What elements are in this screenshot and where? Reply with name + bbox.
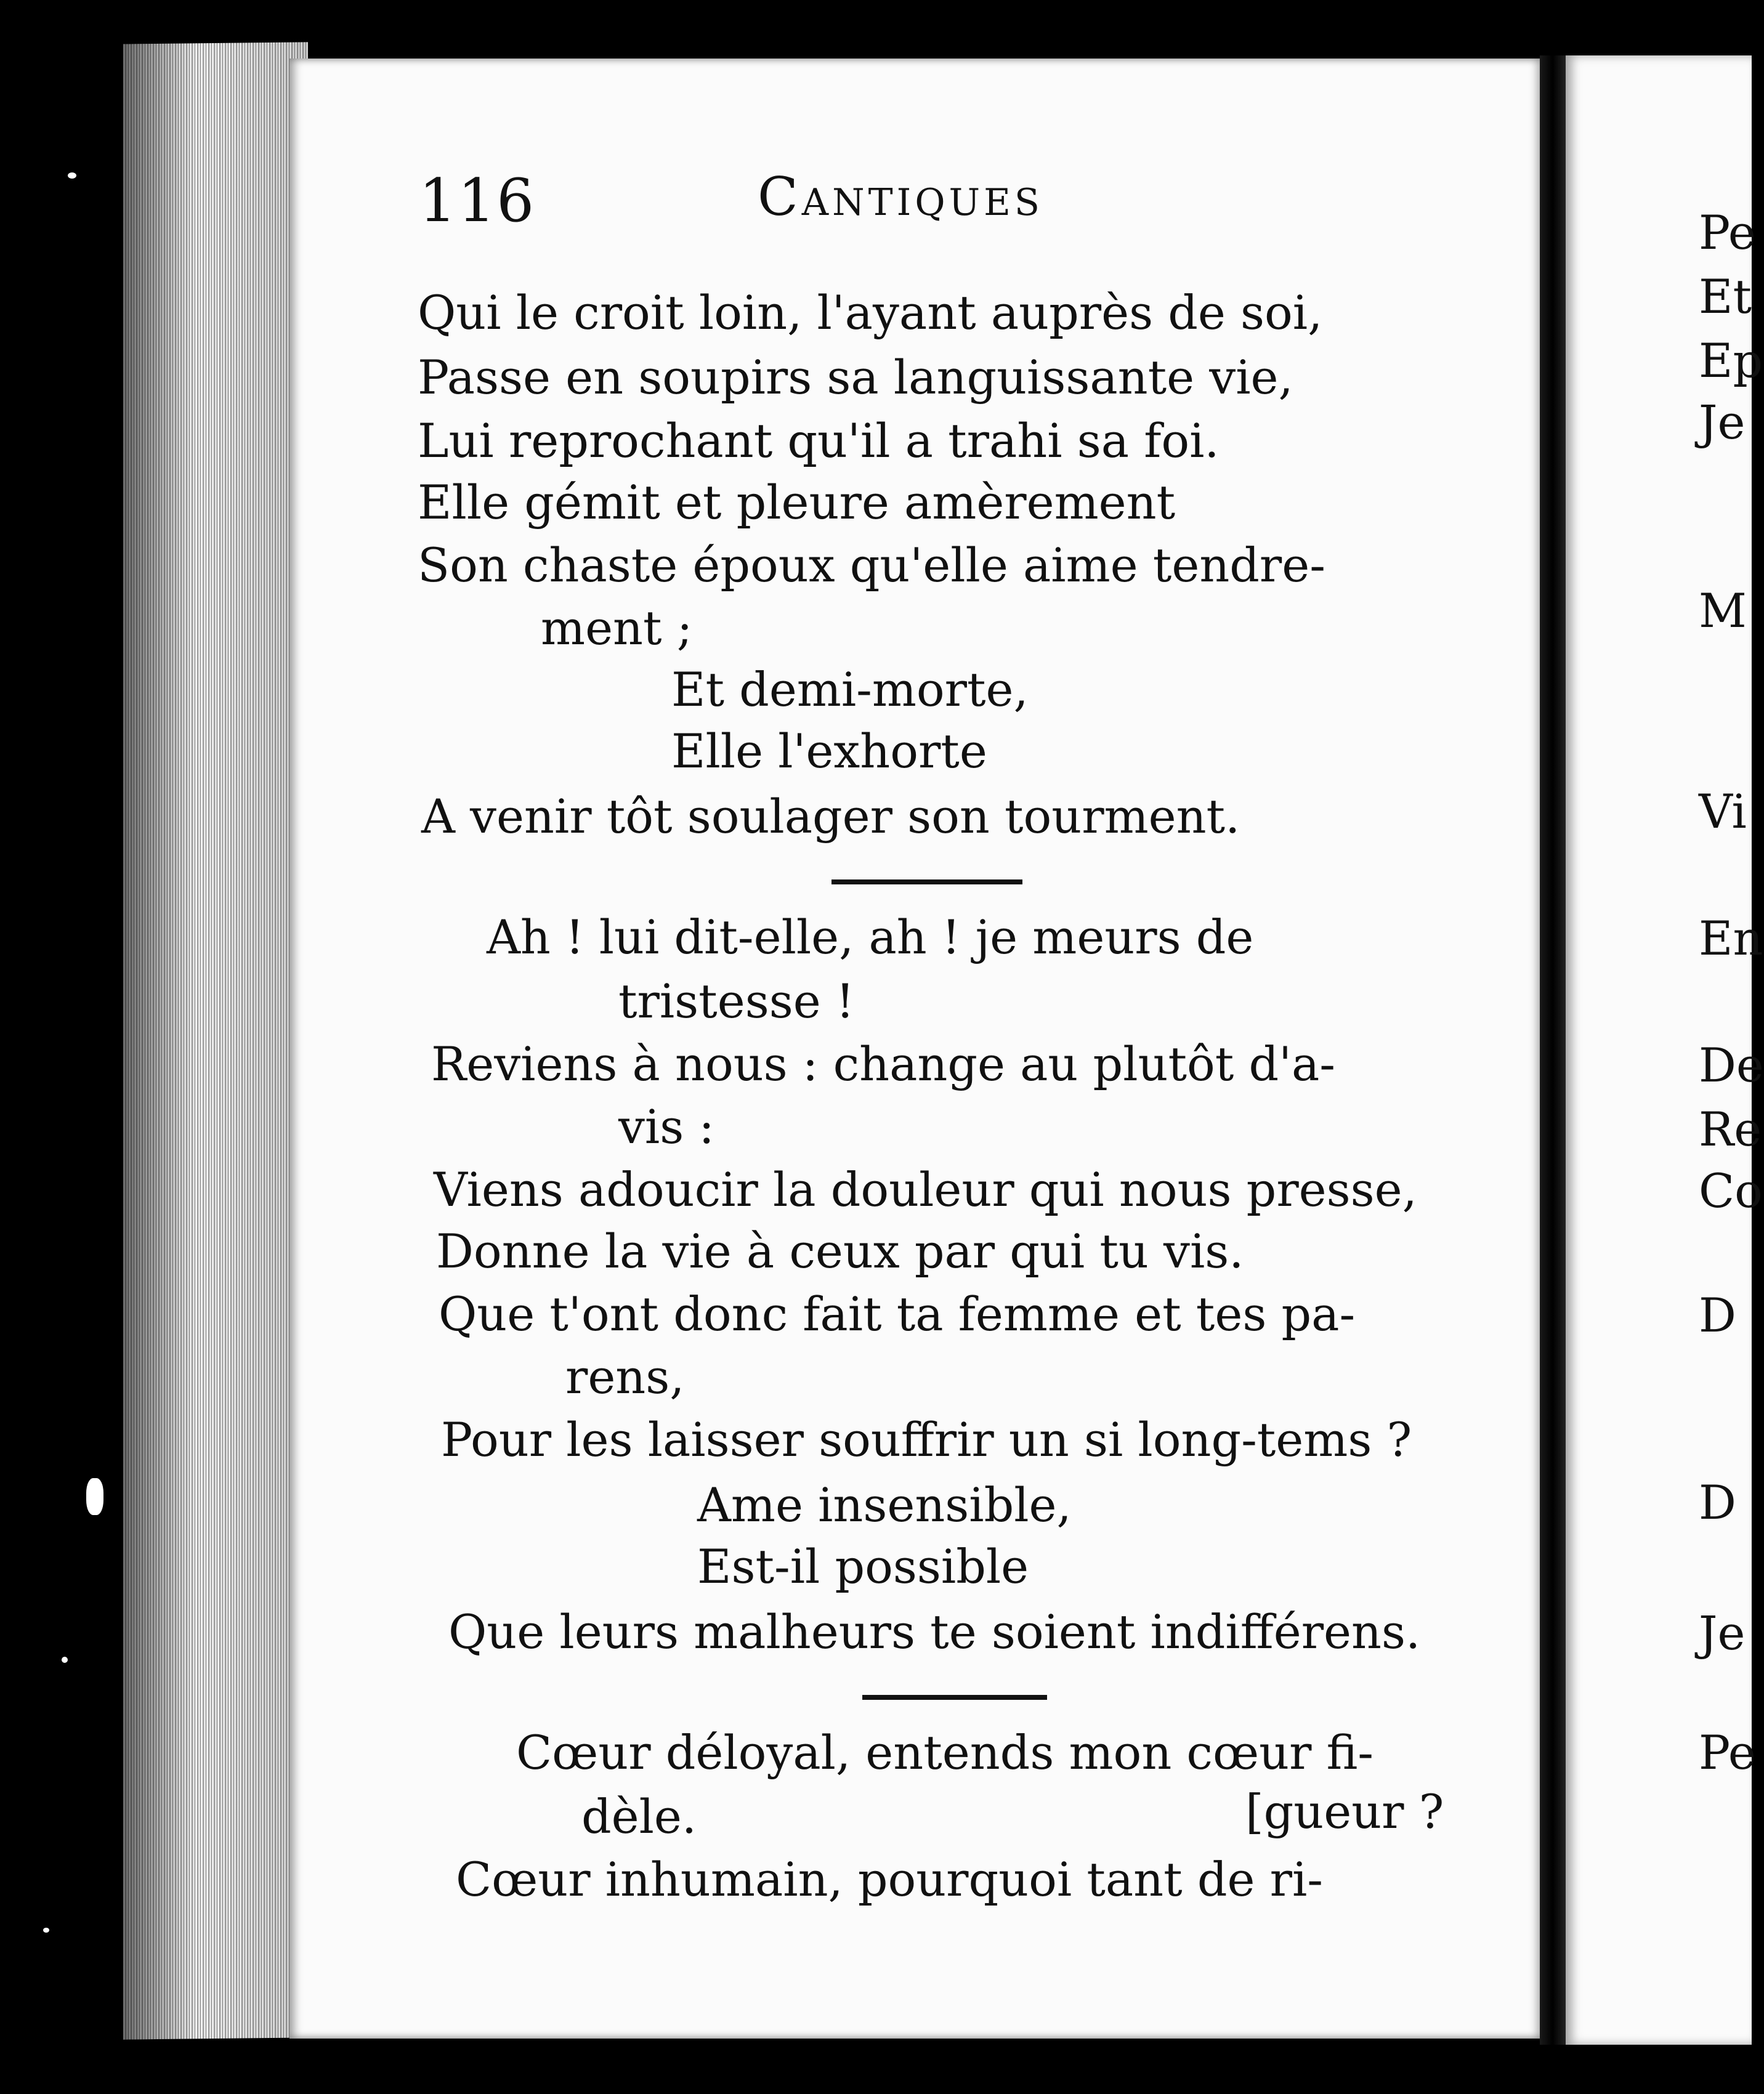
stanza-divider bbox=[831, 879, 1022, 884]
scan-speck bbox=[43, 1928, 49, 1933]
facing-page-fragment: Je bbox=[1699, 1606, 1746, 1660]
verse-line: Cœur déloyal, entends mon cœur fi- bbox=[516, 1725, 1374, 1780]
verse-line: Reviens à nous : change au plutôt d'a- bbox=[431, 1037, 1335, 1091]
verse-line: Ame insensible, bbox=[697, 1478, 1072, 1532]
scan-speck bbox=[68, 172, 76, 179]
stanza-divider bbox=[862, 1695, 1047, 1700]
verse-line: Viens adoucir la douleur qui nous presse, bbox=[434, 1162, 1417, 1217]
verse-line: Son chaste époux qu'elle aime tendre- bbox=[418, 538, 1325, 592]
verse-line: Lui reprochant qu'il a trahi sa foi. bbox=[418, 413, 1220, 468]
verse-line: rens, bbox=[565, 1349, 685, 1404]
verse-line: Elle gémit et pleure amèrement bbox=[418, 475, 1176, 530]
facing-page-fragment: Je bbox=[1699, 395, 1746, 450]
verse-line: [gueur ? bbox=[1245, 1784, 1444, 1839]
running-head: Cantiques bbox=[758, 166, 1044, 228]
book-page-edges bbox=[123, 42, 308, 2039]
facing-page-fragment: Vi bbox=[1699, 784, 1747, 839]
facing-page-fragment: D bbox=[1699, 1288, 1736, 1343]
facing-page-fragment: Pe bbox=[1699, 1725, 1756, 1780]
verse-line: Ah ! lui dit-elle, ah ! je meurs de bbox=[487, 910, 1254, 964]
verse-line: A venir tôt soulager son tourment. bbox=[421, 789, 1240, 844]
facing-page-fragment: Pe bbox=[1699, 205, 1756, 260]
verse-line: Que leurs malheurs te soient indifférens. bbox=[448, 1604, 1421, 1659]
verse-line: Donne la vie à ceux par qui tu vis. bbox=[436, 1224, 1244, 1279]
facing-page-fragment: D bbox=[1699, 1475, 1736, 1530]
facing-page-fragment: M bbox=[1699, 583, 1747, 638]
verse-line: Que t'ont donc fait ta femme et tes pa- bbox=[439, 1287, 1356, 1341]
facing-page-fragment: Co bbox=[1699, 1163, 1763, 1218]
verse-line: vis : bbox=[618, 1099, 715, 1154]
verse-line: Est-il possible bbox=[697, 1539, 1029, 1594]
scan-speck bbox=[86, 1478, 103, 1515]
verse-line: Passe en soupirs sa languissante vie, bbox=[418, 350, 1293, 405]
scan-speck bbox=[62, 1657, 68, 1663]
facing-page-fragment: En bbox=[1699, 911, 1763, 966]
verse-line: Elle l'exhorte bbox=[671, 724, 987, 778]
facing-page-fragment: Ep bbox=[1699, 333, 1763, 388]
page-number: 116 bbox=[419, 166, 536, 235]
verse-line: dèle. bbox=[581, 1789, 697, 1844]
facing-page-fragment: Re bbox=[1699, 1102, 1762, 1157]
verse-line: Et demi-morte, bbox=[671, 662, 1029, 717]
verse-line: Cœur inhumain, pourquoi tant de ri- bbox=[456, 1852, 1323, 1907]
verse-line: Pour les laisser souffrir un si long-tems ? bbox=[441, 1412, 1412, 1467]
book-gutter bbox=[1540, 55, 1566, 2045]
verse-line: Qui le croit loin, l'ayant auprès de soi, bbox=[418, 285, 1323, 340]
verse-line: ment ; bbox=[541, 600, 693, 655]
facing-page-fragment: De bbox=[1699, 1038, 1764, 1093]
facing-page-fragment: Et bbox=[1699, 269, 1752, 324]
verse-line: tristesse ! bbox=[618, 974, 855, 1029]
